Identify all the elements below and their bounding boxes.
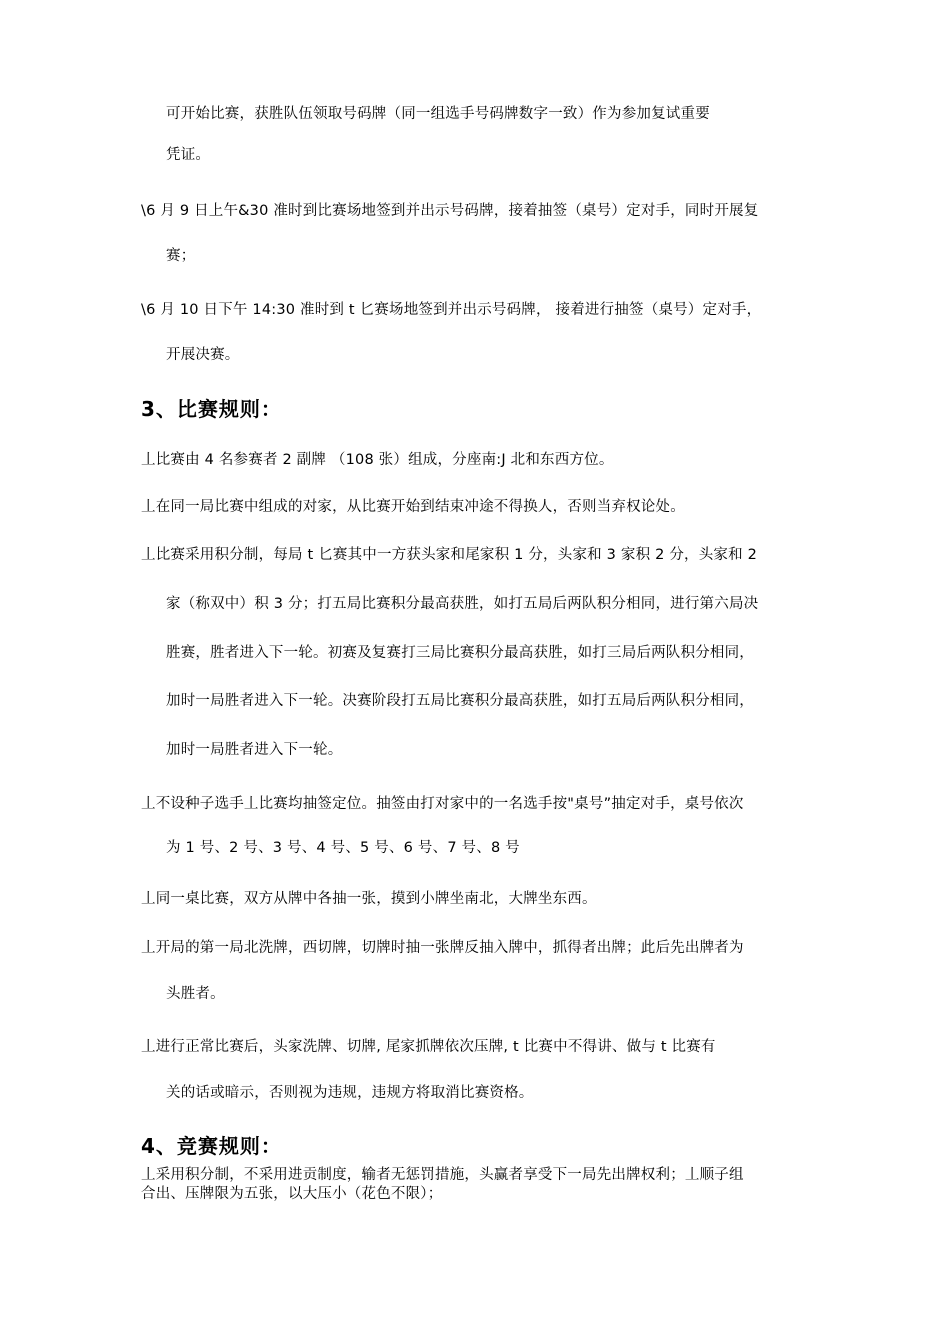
- rule-2: 丄在同一局比赛中组成的对家，从比赛开始到结束冲途不得换人，否则当弃权论处。: [141, 499, 685, 515]
- intro-line-1: 可开始比赛，获胜队伍领取号码牌（同一组选手号码牌数字一致）作为参加复试重要: [166, 106, 710, 122]
- schedule-item-1-line-1: \6 月 9 日上午&30 准时到比赛场地签到并出示号码牌，接着抽签（桌号）定对手，同时开展复: [141, 203, 759, 219]
- schedule-item-1-line-2: 赛；: [166, 248, 196, 264]
- rule-3-line-2: 家（称双中）积 3 分；打五局比赛积分最高获胜，如打五局后两队积分相同，进行第六局决: [166, 596, 759, 612]
- rule-3-line-3: 胜赛，胜者进入下一轮。初赛及复赛打三局比赛积分最高获胜，如打三局后两队积分相同，: [166, 645, 754, 661]
- rule-7-line-2: 关的话或暗示，否则视为违规，违规方将取消比赛资格。: [166, 1085, 534, 1101]
- section-4-line-1: 丄采用积分制，不采用进贡制度，输者无惩罚措施，头赢者享受下一局先出牌权利；丄顺子组: [141, 1167, 744, 1183]
- section-4-heading: 4、竞赛规则：: [141, 1134, 282, 1158]
- rule-7-line-1: 丄进行正常比赛后，头家洗牌、切牌, 尾家抓牌依次压牌, t 比赛中不得讲、做与 t 比赛有: [141, 1039, 716, 1055]
- rule-3-line-1: 丄比赛采用积分制，每局 t 匕赛其中一方获头家和尾家积 1 分，头家和 3 家积 2 分，头家和 2: [141, 547, 758, 563]
- rule-3-line-5: 加时一局胜者进入下一轮。: [166, 742, 343, 758]
- rule-4-line-2: 为 1 号、2 号、3 号、4 号、5 号、6 号、7 号、8 号: [166, 840, 520, 856]
- rule-1: 丄比赛由 4 名参赛者 2 副牌 （108 张）组成，分座南:J 北和东西方位。: [141, 452, 614, 468]
- rule-5: 丄同一桌比赛，双方从牌中各抽一张，摸到小牌坐南北，大牌坐东西。: [141, 891, 597, 907]
- section-3-heading: 3、比赛规则：: [141, 397, 282, 421]
- rule-6-line-1: 丄开局的第一局北洗牌，西切牌，切牌时抽一张牌反抽入牌中，抓得者出牌；此后先出牌者为: [141, 940, 744, 956]
- rule-6-line-2: 头胜者。: [166, 986, 225, 1002]
- schedule-item-2-line-2: 开展决赛。: [166, 347, 240, 363]
- section-4-line-2: 合出、压牌限为五张，以大压小（花色不限）；: [141, 1186, 443, 1202]
- intro-line-2: 凭证。: [166, 147, 211, 163]
- rule-4-line-1: 丄不设种子选手丄比赛均抽签定位。抽签由打对家中的一名选手按"桌号”抽定对手，桌号依次: [141, 796, 744, 812]
- schedule-item-2-line-1: \6 月 10 日下午 14:30 准时到 t 匕赛场地签到并出示号码牌， 接着进行抽签（桌号）定对手，: [141, 302, 762, 318]
- rule-3-line-4: 加时一局胜者进入下一轮。决赛阶段打五局比赛积分最高获胜，如打五局后两队积分相同，: [166, 693, 754, 709]
